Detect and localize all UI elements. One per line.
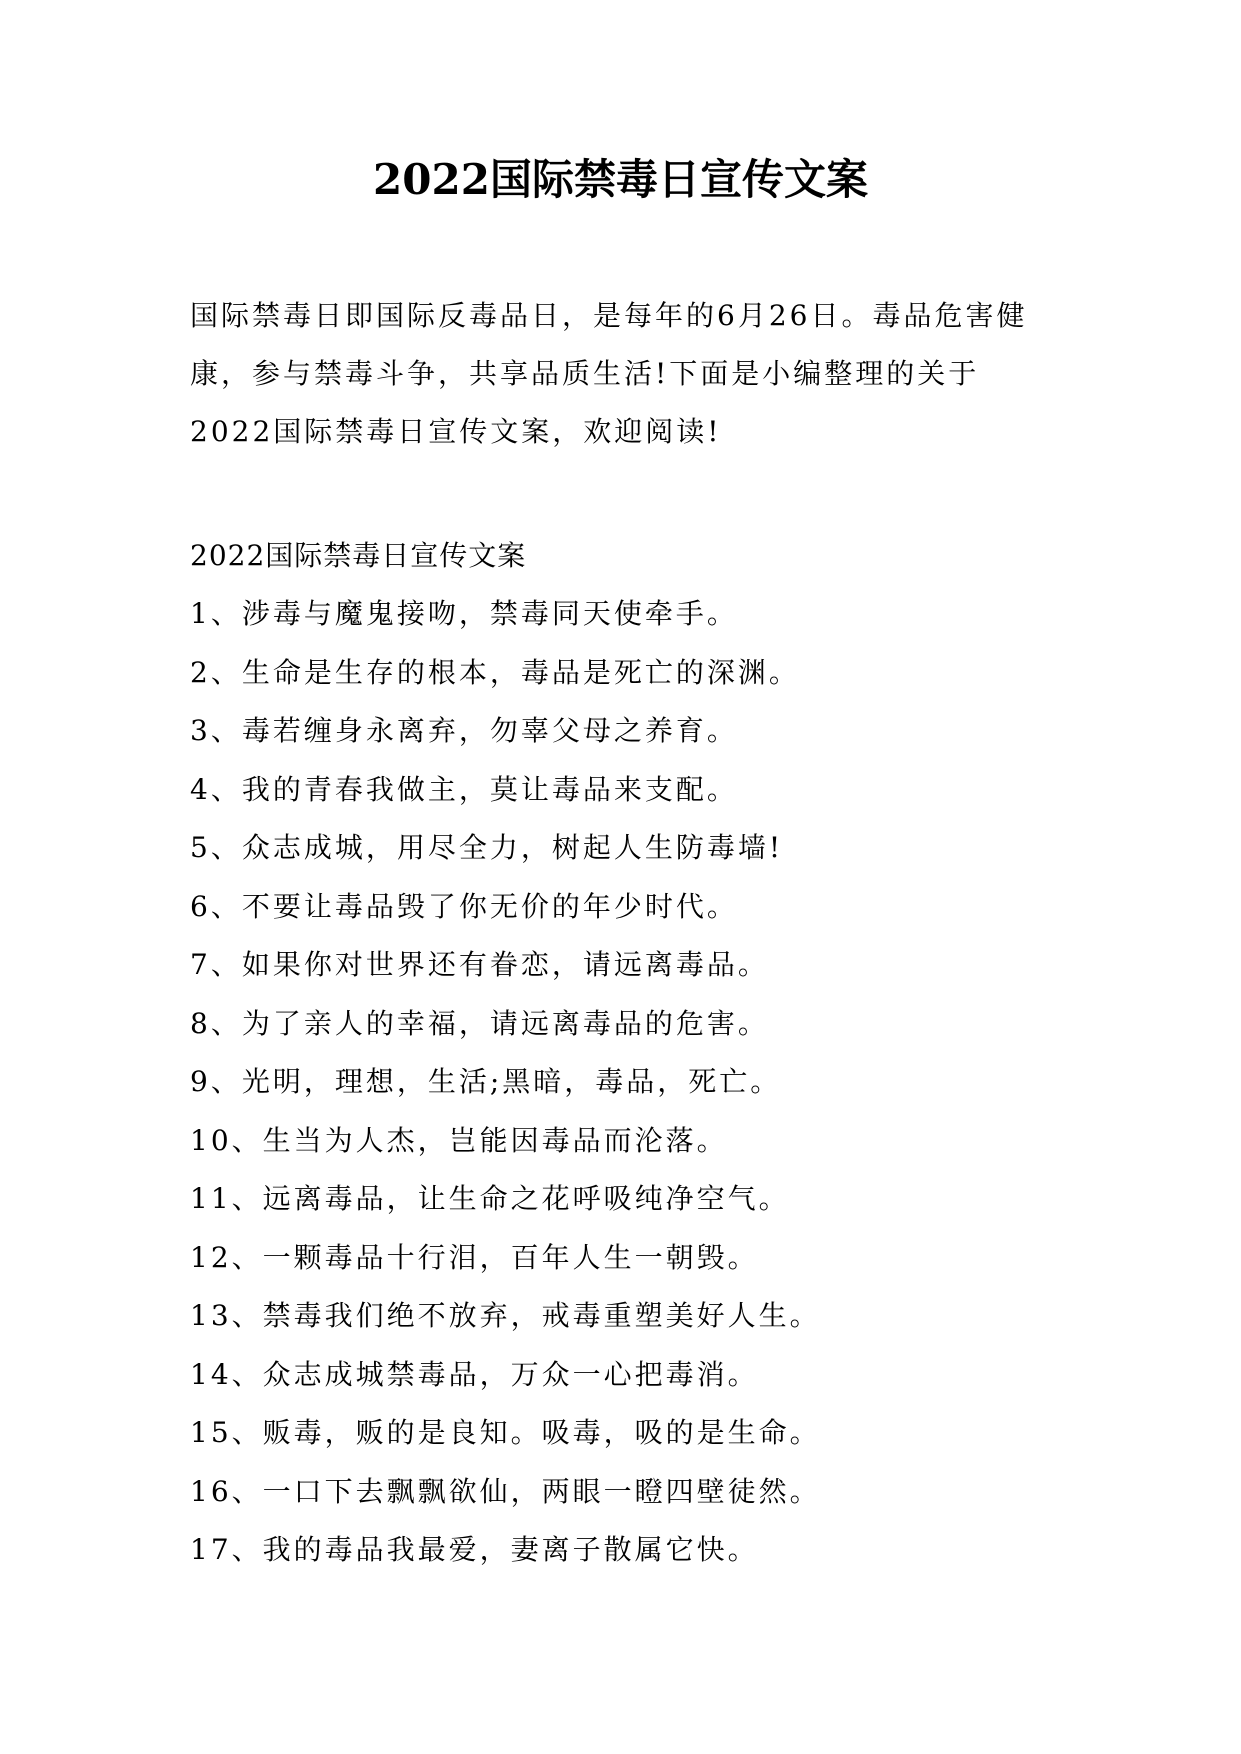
slogan-list <box>190 585 1060 1580</box>
slogan-item: 1、涉毒与魔鬼接吻，禁毒同天使牵手。 <box>190 597 738 630</box>
slogan-item: 7、如果你对世界还有眷恋，请远离毒品。 <box>190 948 769 981</box>
slogan-item: 4、我的青春我做主，莫让毒品来支配。 <box>190 772 738 806</box>
slogan-item: 5、众志成城，用尽全力，树起人生防毒墙! <box>190 831 784 864</box>
slogan-item: 12、一颗毒品十行泪，百年人生一朝毁。 <box>190 1240 759 1274</box>
slogan-item: 16、一口下去飘飘欲仙，两眼一瞪四壁徒然。 <box>190 1474 821 1508</box>
slogan-item: 14、众志成城禁毒品，万众一心把毒消。 <box>190 1357 759 1391</box>
section-heading: 2022国际禁毒日宣传文案 <box>190 539 527 572</box>
document-title: 2022国际禁毒日宣传文案 <box>373 155 868 204</box>
slogan-item: 3、毒若缠身永离弃，勿辜父母之养育。 <box>190 714 738 747</box>
slogan-item: 17、我的毒品我最爱，妻离子散属它快。 <box>190 1533 759 1566</box>
slogan-item: 6、不要让毒品毁了你无价的年少时代。 <box>190 889 738 923</box>
slogan-item: 13、禁毒我们绝不放弃，戒毒重塑美好人生。 <box>190 1299 821 1332</box>
slogan-item: 10、生当为人杰，岂能因毒品而沦落。 <box>190 1123 728 1157</box>
intro-paragraph: 国际禁毒日即国际反毒品日，是每年的6月26日。毒品危害健康，参与禁毒斗争，共享品质生活!下面是小编整理的关于2022国际禁毒日宣传文案，欢迎阅读! <box>190 299 1028 448</box>
slogan-item: 8、为了亲人的幸福，请远离毒品的危害。 <box>190 1006 769 1040</box>
slogan-item: 2、生命是生存的根本，毒品是死亡的深渊。 <box>190 655 800 689</box>
slogan-item: 15、贩毒，贩的是良知。吸毒，吸的是生命。 <box>190 1416 821 1449</box>
slogan-item: 11、远离毒品，让生命之花呼吸纯净空气。 <box>190 1182 790 1215</box>
slogan-item: 9、光明，理想，生活;黑暗，毒品，死亡。 <box>190 1065 782 1098</box>
